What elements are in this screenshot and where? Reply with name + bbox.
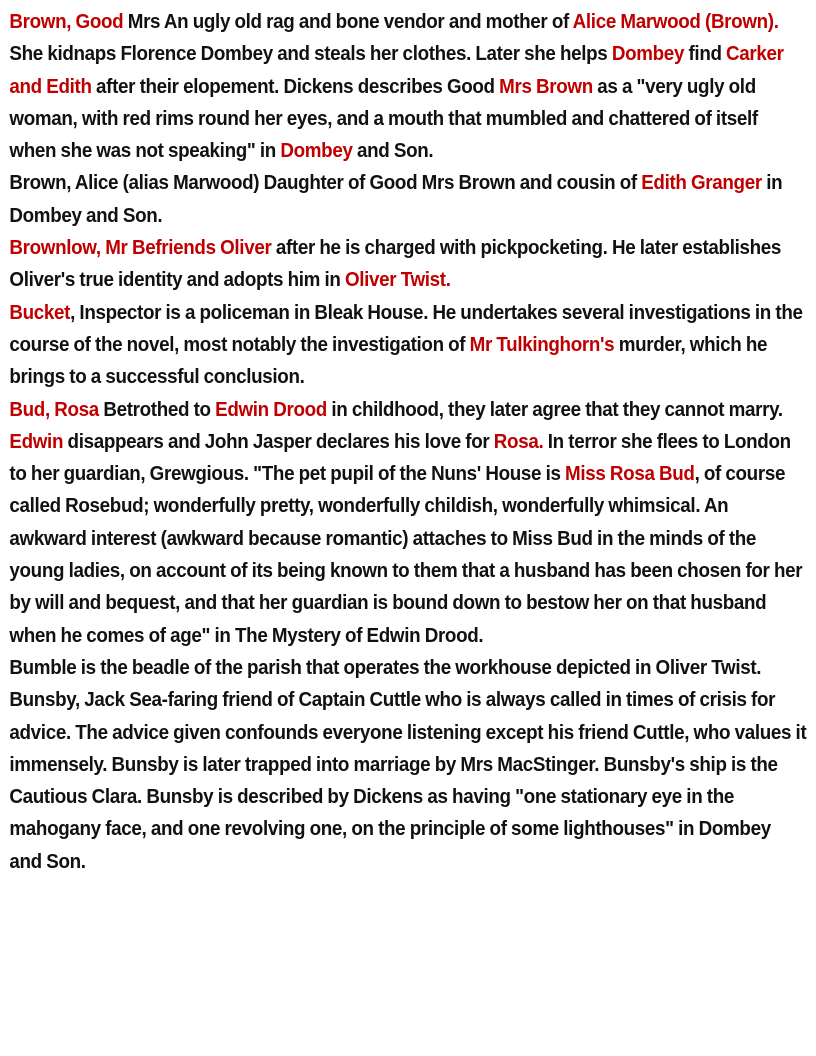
link-bud-rosa[interactable]: Bud, Rosa — [9, 398, 99, 421]
link-brown-good[interactable]: Brown, Good — [9, 11, 124, 33]
entry-brown-good-mrs — [9, 6, 806, 167]
link-mrs-brown[interactable]: Mrs Brown — [499, 75, 593, 98]
entry-bunsby-jack — [9, 684, 806, 878]
entry-bumble — [9, 652, 806, 684]
entry-text: In terror she flees to London to her guardian, Grewgious. "The pet pupil of the Nuns' House is — [9, 430, 791, 486]
link-rosa[interactable]: Rosa. — [493, 430, 544, 453]
entry-brownlow-mr — [9, 232, 806, 297]
entry-bucket-inspector — [9, 297, 806, 394]
link-mr-tulkinghorn[interactable]: Mr Tulkinghorn's — [469, 333, 615, 356]
entry-text: after he is charged with pickpocketing. He later establishes Oliver's true identity and adopts him in — [9, 237, 782, 292]
entry-text: She kidnaps Florence Dombey and steals her clothes. Later she helps — [9, 43, 612, 66]
link-oliver-twist[interactable]: Oliver Twist. — [344, 269, 451, 292]
link-edith-granger[interactable]: Edith Granger — [641, 172, 762, 195]
entry-text: in childhood, they later agree that they cannot marry. — [326, 398, 783, 421]
link-dombey-2[interactable]: Dombey — [280, 140, 353, 163]
link-brownlow[interactable]: Brownlow, Mr Befriends Oliver — [9, 237, 272, 260]
link-carker-and-edith[interactable]: Carker and Edith — [9, 43, 784, 98]
entry-text: find — [684, 43, 727, 66]
link-edwin[interactable]: Edwin — [9, 430, 64, 453]
link-alice-marwood[interactable]: Alice Marwood (Brown). — [572, 11, 779, 33]
entry-text: as a "very ugly old woman, with red rims round her eyes, and a mouth that mumbled and chattered of itself when she was not speaking" in — [9, 75, 758, 163]
entry-bud-rosa — [9, 394, 806, 652]
entry-text: Betrothed to — [98, 398, 216, 421]
entry-brown-alice — [9, 167, 806, 232]
entry-text: , Inspector is a policeman in Bleak House. He undertakes several investigations in the course of the novel, most notably the investigation of — [9, 301, 803, 356]
entry-text: disappears and John Jasper declares his love for — [63, 430, 494, 453]
entry-text: , of course called Rosebud; wonderfully pretty, wonderfully childish, wonderfully whimsical. An awkward interest (awkward because romantic) attaches to Miss Bud in the minds of the young ladies, on account of its being known to them that a husband has been chosen for her by will and bequest, and that her guardian is bound down to bestow her on that husband when he comes of age" in The Mystery of Edwin Drood. — [9, 463, 803, 647]
link-edwin-drood[interactable]: Edwin Drood — [215, 398, 327, 421]
link-dombey[interactable]: Dombey — [611, 43, 685, 66]
entry-text: Brown, Alice (alias Marwood) Daughter of Good Mrs Brown and cousin of — [9, 172, 642, 195]
entry-text: murder, which he brings to a successful conclusion. — [9, 333, 768, 389]
entry-text: in Dombey and Son. — [9, 172, 783, 227]
entry-text: and Son. — [352, 140, 434, 163]
entry-text: Mrs An ugly old rag and bone vendor and mother of — [123, 11, 573, 33]
entry-text: Bunsby, Jack Sea-faring friend of Captain Cuttle who is always called in times of crisis for advice. The advice given confounds everyone listening except his friend Cuttle, who values it immensely. Bunsby is later trapped into marriage by Mrs MacStinger. Bunsby's ship is the Cautious Clara. Bunsby is described by Dickens as having "one stationary eye in the mahogany face, and one revolving one, on the principle of some lighthouses" in Dombey and Son. — [9, 689, 807, 873]
entry-text: Bumble is the beadle of the parish that operates the workhouse depicted in Oliver Twist. — [9, 656, 762, 679]
link-miss-rosa-bud[interactable]: Miss Rosa Bud — [565, 463, 695, 486]
entry-text: after their elopement. Dickens describes Good — [91, 75, 500, 98]
link-bucket[interactable]: Bucket — [9, 301, 71, 324]
